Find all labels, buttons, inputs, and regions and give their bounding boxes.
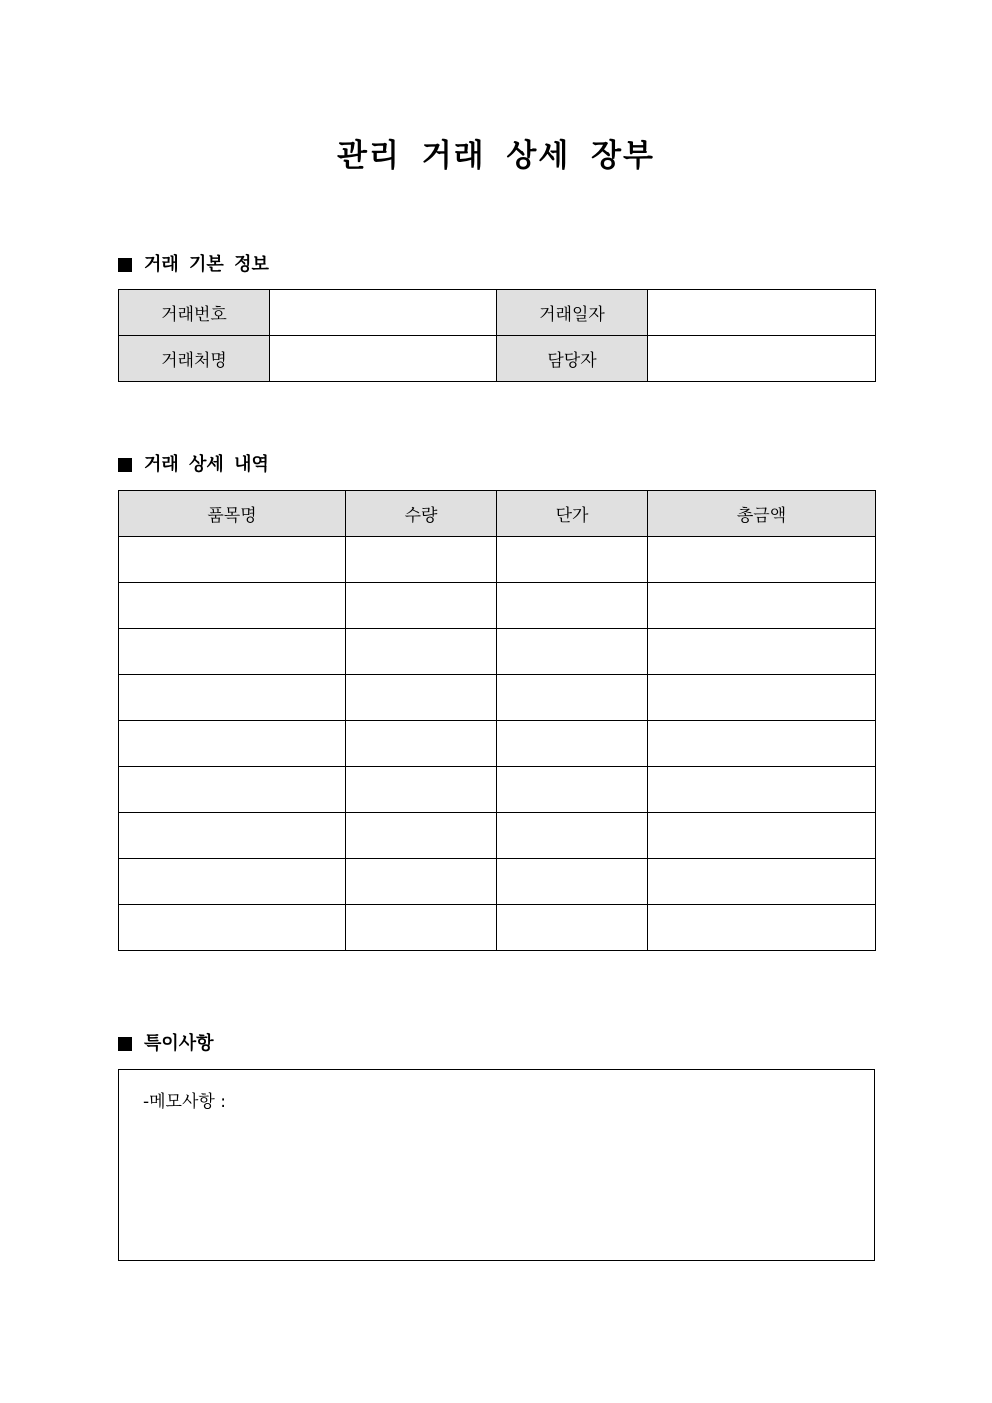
- table-row: [119, 721, 876, 767]
- manager-label: 담당자: [497, 336, 648, 382]
- table-row: [119, 859, 876, 905]
- column-header-item-name: 품목명: [119, 491, 346, 537]
- total-amount-cell[interactable]: [648, 583, 876, 629]
- square-bullet-icon: [118, 258, 132, 272]
- unit-price-cell[interactable]: [497, 583, 648, 629]
- unit-price-cell[interactable]: [497, 859, 648, 905]
- square-bullet-icon: [118, 458, 132, 472]
- table-header-row: [119, 491, 876, 537]
- quantity-cell[interactable]: [346, 537, 497, 583]
- section-heading-label: 거래 기본 정보: [144, 254, 269, 275]
- quantity-cell[interactable]: [346, 721, 497, 767]
- column-header-unit-price: 단가: [497, 491, 648, 537]
- quantity-cell[interactable]: [346, 905, 497, 951]
- memo-line: [143, 1091, 226, 1113]
- section-heading-details: [118, 453, 269, 477]
- square-bullet-icon: [118, 1037, 132, 1051]
- item-name-cell[interactable]: [119, 583, 346, 629]
- unit-price-cell[interactable]: [497, 721, 648, 767]
- unit-price-cell[interactable]: [497, 905, 648, 951]
- total-amount-cell[interactable]: [648, 767, 876, 813]
- client-name-label: 거래처명: [119, 336, 270, 382]
- page-title: 관리 거래 상세 장부: [337, 138, 655, 174]
- table-row: [119, 629, 876, 675]
- item-name-cell[interactable]: [119, 905, 346, 951]
- column-header-total-amount: 총금액: [648, 491, 876, 537]
- section-heading-basic-info: [118, 253, 269, 277]
- section-heading-remarks: [118, 1032, 214, 1056]
- total-amount-cell[interactable]: [648, 629, 876, 675]
- total-amount-cell[interactable]: [648, 537, 876, 583]
- section-heading-label: 거래 상세 내역: [144, 454, 269, 475]
- quantity-cell[interactable]: [346, 675, 497, 721]
- quantity-cell[interactable]: [346, 767, 497, 813]
- column-header-quantity: 수량: [346, 491, 497, 537]
- unit-price-cell[interactable]: [497, 537, 648, 583]
- basic-info-table: [118, 289, 876, 382]
- transaction-number-label: 거래번호: [119, 290, 270, 336]
- transaction-number-field[interactable]: [270, 290, 497, 336]
- transaction-date-label: 거래일자: [497, 290, 648, 336]
- table-row: [119, 813, 876, 859]
- quantity-cell[interactable]: [346, 859, 497, 905]
- total-amount-cell[interactable]: [648, 905, 876, 951]
- item-name-cell[interactable]: [119, 767, 346, 813]
- memo-label: -메모사항 :: [143, 1092, 226, 1112]
- manager-field[interactable]: [648, 336, 876, 382]
- item-name-cell[interactable]: [119, 537, 346, 583]
- unit-price-cell[interactable]: [497, 675, 648, 721]
- table-row: [119, 537, 876, 583]
- item-name-cell[interactable]: [119, 721, 346, 767]
- item-name-cell[interactable]: [119, 675, 346, 721]
- table-row: [119, 905, 876, 951]
- quantity-cell[interactable]: [346, 813, 497, 859]
- item-name-cell[interactable]: [119, 813, 346, 859]
- unit-price-cell[interactable]: [497, 629, 648, 675]
- total-amount-cell[interactable]: [648, 675, 876, 721]
- item-name-cell[interactable]: [119, 629, 346, 675]
- table-row: [119, 583, 876, 629]
- total-amount-cell[interactable]: [648, 859, 876, 905]
- table-row: [119, 675, 876, 721]
- item-name-cell[interactable]: [119, 859, 346, 905]
- client-name-field[interactable]: [270, 336, 497, 382]
- table-row: [119, 767, 876, 813]
- quantity-cell[interactable]: [346, 629, 497, 675]
- table-row: [119, 290, 876, 336]
- remarks-box[interactable]: [118, 1069, 875, 1261]
- total-amount-cell[interactable]: [648, 721, 876, 767]
- section-heading-label: 특이사항: [144, 1033, 214, 1054]
- table-row: [119, 336, 876, 382]
- total-amount-cell[interactable]: [648, 813, 876, 859]
- details-table: [118, 490, 876, 951]
- unit-price-cell[interactable]: [497, 813, 648, 859]
- transaction-date-field[interactable]: [648, 290, 876, 336]
- unit-price-cell[interactable]: [497, 767, 648, 813]
- quantity-cell[interactable]: [346, 583, 497, 629]
